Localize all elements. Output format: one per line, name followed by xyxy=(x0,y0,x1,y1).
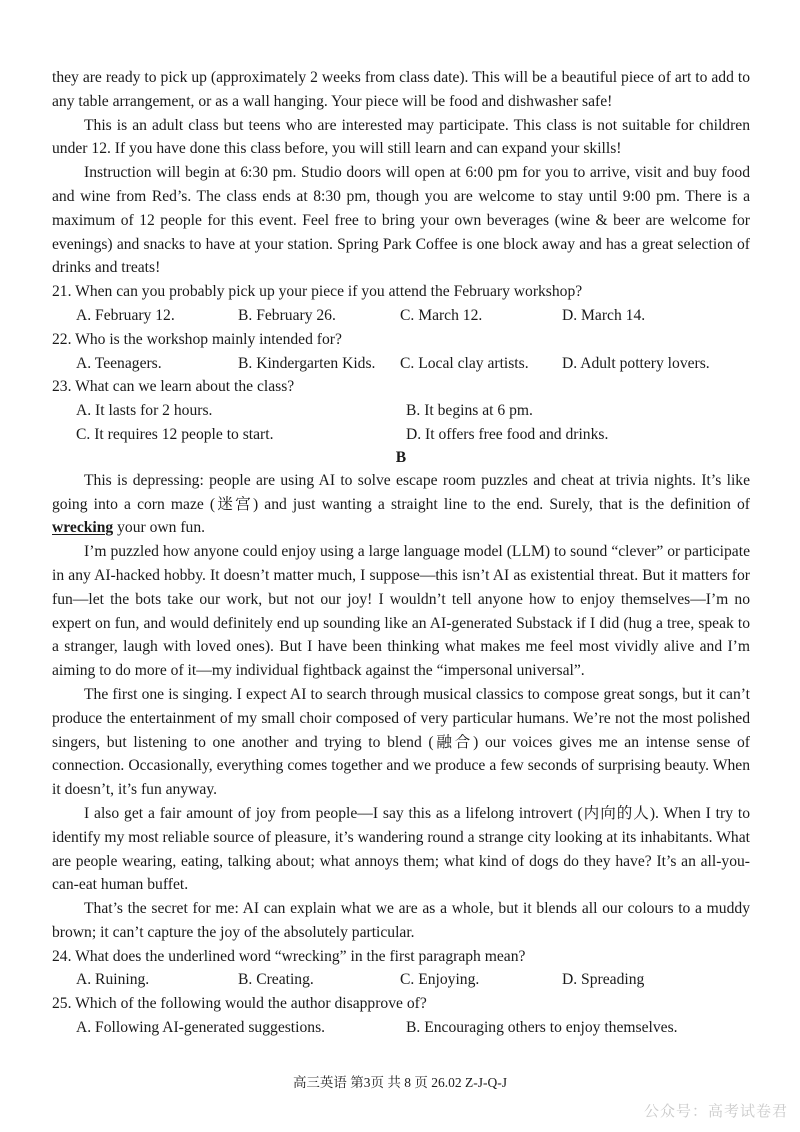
option-b: B. Kindergarten Kids. xyxy=(238,354,376,372)
option-b: B. February 26. xyxy=(238,306,336,324)
option-a: A. Ruining. xyxy=(76,971,150,989)
option-b: B. Encouraging others to enjoy themselves. xyxy=(406,1019,678,1037)
question-24 xyxy=(52,945,750,993)
option-a: A. Following AI-generated suggestions. xyxy=(76,1019,326,1037)
option-d: D. Adult pottery lovers. xyxy=(562,354,710,372)
question-22 xyxy=(52,328,750,376)
passage-b-paragraph-4: I also get a fair amount of joy from people—I say this as a lifelong introvert (内向的人). When I try to identify my most reliable source of pleasure, it’s wandering round a strange city looking at its inhabitants. What are people wearing, eating, talking about; what annoys them; what kind of dogs do they have? It’s an all-you-can-eat human buffet. xyxy=(52,804,750,894)
option-c: C. March 12. xyxy=(400,306,483,324)
options-row xyxy=(52,399,750,423)
option-b: B. Creating. xyxy=(238,971,314,989)
option-a: A. It lasts for 2 hours. xyxy=(76,402,213,420)
options-row xyxy=(52,352,750,376)
passage-a-paragraph-3: Instruction will begin at 6:30 pm. Studio doors will open at 6:00 pm for you to arrive, visit and buy food and wine from Red’s. The class ends at 8:30 pm, though you are welcome to stay until 9:00 pm. There is a maximum of 12 people for this event. Feel free to bring your own beverages (wine & beer are welcome for evenings) and snacks to have at your station. Spring Park Coffee is one block away and has a great selection of drinks and treats! xyxy=(52,164,750,277)
question-stem: 22. Who is the workshop mainly intended for? xyxy=(52,330,342,348)
options-row xyxy=(52,968,750,992)
passage-b-paragraph-3: The first one is singing. I expect AI to search through musical classics to compose great songs, but it can’t produce the entertainment of my small choir composed of very particular humans. We’re not the most polished singers, but listening to one another and trying to blend (融合) our voices gives me an intense sense of connection. Occasionally, everything comes together and we produce a few seconds of surprising beauty. When it doesn’t, it’s fun anyway. xyxy=(52,685,750,799)
passage-a-paragraph-1: they are ready to pick up (approximately 2 weeks from class date). This will be a beautiful piece of art to add to any table arrangement, or as a wall hanging. Your piece will be food and dishwasher safe! xyxy=(52,69,750,110)
section-b-label: B xyxy=(395,448,407,466)
underlined-word: wrecking xyxy=(52,519,114,537)
option-d: D. It offers free food and drinks. xyxy=(406,425,609,443)
question-stem: 23. What can we learn about the class? xyxy=(52,378,295,396)
passage-b-paragraph-5: That’s the secret for me: AI can explain what we are as a whole, but it blends all our colours to a muddy brown; it can’t capture the joy of the absolutely particular. xyxy=(52,900,750,941)
watermark: 公众号：高考试卷君 xyxy=(643,1102,788,1120)
question-stem: 24. What does the underlined word “wrecking” in the first paragraph mean? xyxy=(52,947,526,965)
exam-page xyxy=(52,66,750,1040)
option-b: B. It begins at 6 pm. xyxy=(406,402,533,420)
options-row xyxy=(52,423,750,447)
option-c: C. Local clay artists. xyxy=(400,354,529,372)
options-row xyxy=(52,304,750,328)
option-c: C. Enjoying. xyxy=(400,971,480,989)
option-a: A. February 12. xyxy=(76,306,175,324)
options-row xyxy=(52,1016,750,1040)
question-stem: 25. Which of the following would the author disapprove of? xyxy=(52,995,427,1013)
question-21 xyxy=(52,280,750,328)
passage-b-paragraph-2: I’m puzzled how anyone could enjoy using a large language model (LLM) to sound “clever” or participate in any AI-hacked hobby. It doesn’t matter much, I suppose—this isn’t AI as existential threat. But it matters for fun—let the bots take our work, but not our joy! I wouldn’t tell anyone how to enjoy themselves—I’m no expert on fun, and would definitely end up sounding like an AI-generated Substack if I did (hug a tree, speak to a stranger, laugh with loved ones). But I have been thinking what makes me feel most vividly alive and I’m aiming to do more of it—my individual fightback against the “impersonal universal”. xyxy=(52,543,750,680)
option-c: C. It requires 12 people to start. xyxy=(76,425,274,443)
option-a: A. Teenagers. xyxy=(76,354,162,372)
page-footer: 高三英语 第3页 共 8 页 26.02 Z-J-Q-J xyxy=(292,1075,508,1090)
passage-a-paragraph-2: This is an adult class but teens who are interested may participate. This class is not suitable for children under 12. If you have done this class before, you will still learn and can expand your skills! xyxy=(52,116,750,158)
question-25 xyxy=(52,992,750,1040)
question-23 xyxy=(52,375,750,446)
option-d: D. Spreading xyxy=(562,971,645,989)
question-stem: 21. When can you probably pick up your piece if you attend the February workshop? xyxy=(52,283,583,301)
option-d: D. March 14. xyxy=(562,306,646,324)
passage-b-p1-start: This is depressing: people are using AI to solve escape room puzzles and cheat at trivia nights. It’s like going into a corn maze (迷宫) and just wanting a straight line to the end. Surely, that is the definition of xyxy=(52,471,750,513)
passage-b-p1-end: your own fun. xyxy=(113,519,206,537)
passage-b-paragraph-1 xyxy=(52,469,750,540)
